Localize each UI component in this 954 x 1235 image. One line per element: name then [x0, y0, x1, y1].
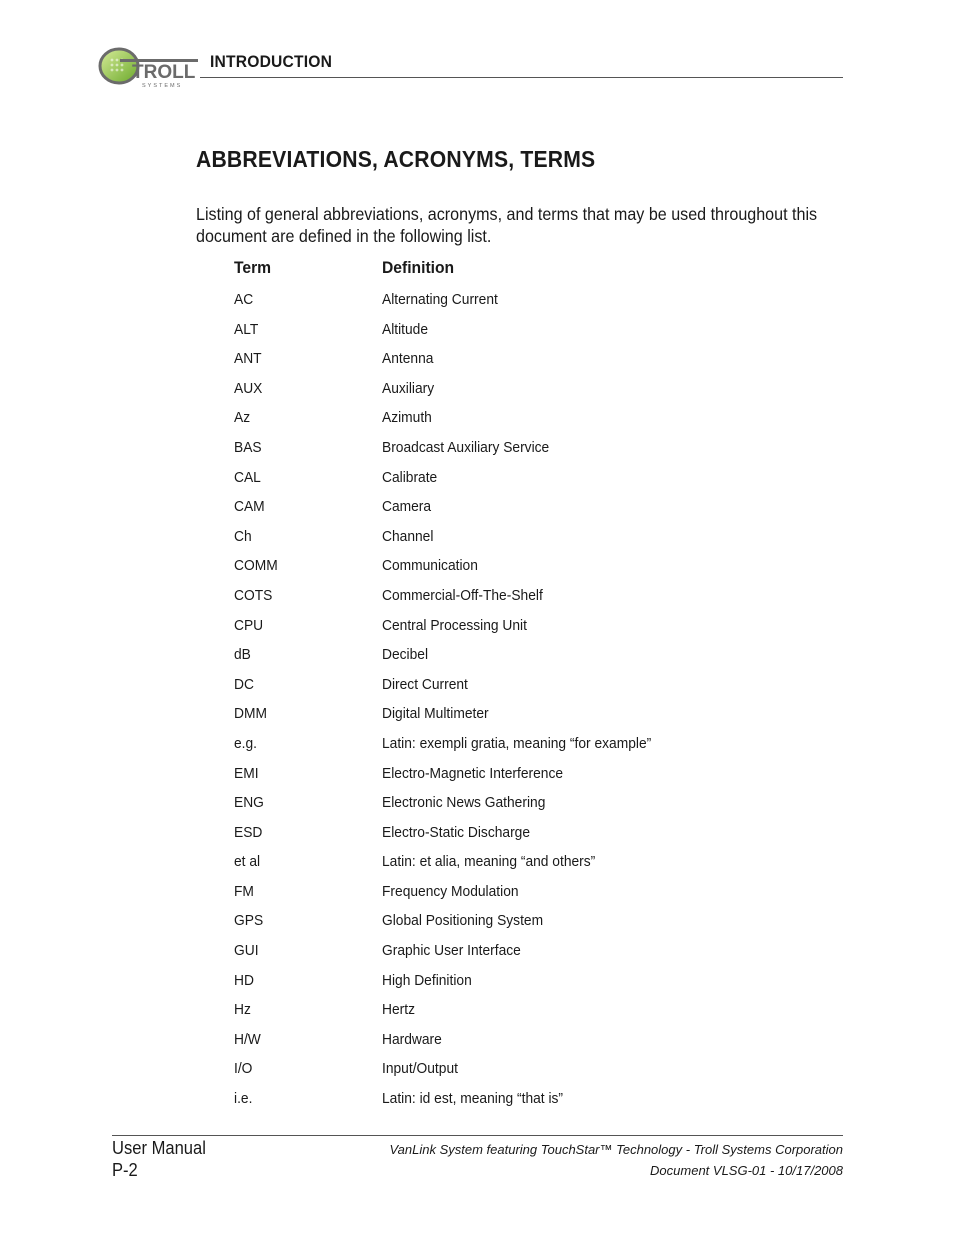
- table-row: [234, 1060, 834, 1090]
- term-cell: BAS: [234, 438, 262, 456]
- term-cell: ENG: [234, 794, 264, 812]
- term-cell: i.e.: [234, 1090, 253, 1108]
- definition-cell: Communication: [382, 557, 478, 575]
- section-title: INTRODUCTION: [210, 52, 333, 71]
- term-cell: HD: [234, 971, 254, 989]
- table-row: [234, 912, 834, 942]
- footer-document-id: Document VLSG-01 - 10/17/2008: [650, 1163, 843, 1178]
- term-cell: CAL: [234, 468, 261, 486]
- term-cell: Az: [234, 409, 251, 427]
- definition-cell: Digital Multimeter: [382, 705, 489, 723]
- term-cell: DMM: [234, 705, 267, 723]
- footer-divider: [112, 1135, 843, 1136]
- definition-cell: Hardware: [382, 1030, 442, 1048]
- definition-cell: Decibel: [382, 646, 429, 664]
- definition-cell: Electro-Static Discharge: [382, 823, 531, 841]
- table-row: [234, 765, 834, 795]
- definition-cell: Electro-Magnetic Interference: [382, 764, 564, 782]
- definition-cell: Electronic News Gathering: [382, 794, 546, 812]
- table-row: [234, 350, 834, 380]
- term-cell: dB: [234, 646, 251, 664]
- troll-systems-logo: [98, 44, 202, 90]
- table-row: [234, 883, 834, 913]
- definition-cell: Direct Current: [382, 675, 468, 693]
- term-cell: AUX: [234, 379, 263, 397]
- term-cell: CAM: [234, 498, 265, 516]
- term-cell: GPS: [234, 912, 264, 930]
- table-row: [234, 557, 834, 587]
- table-row: [234, 942, 834, 972]
- table-row: [234, 676, 834, 706]
- definition-cell: Azimuth: [382, 409, 432, 427]
- term-cell: ESD: [234, 823, 263, 841]
- term-cell: Ch: [234, 527, 252, 545]
- term-cell: GUI: [234, 942, 259, 960]
- table-row: [234, 439, 834, 469]
- term-cell: EMI: [234, 764, 259, 782]
- table-row: [234, 1001, 834, 1031]
- definition-cell: Latin: exempli gratia, meaning “for example”: [382, 734, 652, 752]
- table-row: [234, 646, 834, 676]
- term-cell: ANT: [234, 350, 262, 368]
- definition-cell: Central Processing Unit: [382, 616, 527, 634]
- table-row: [234, 824, 834, 854]
- definition-cell: Latin: id est, meaning “that is”: [382, 1090, 564, 1108]
- footer-manual-label: User Manual: [112, 1138, 206, 1158]
- table-row: [234, 498, 834, 528]
- definition-cell: Calibrate: [382, 468, 438, 486]
- definition-cell: Frequency Modulation: [382, 882, 519, 900]
- term-cell: I/O: [234, 1060, 253, 1078]
- definition-cell: Alternating Current: [382, 291, 498, 308]
- table-row: [234, 735, 834, 765]
- term-cell: Hz: [234, 1001, 251, 1019]
- table-row: [234, 380, 834, 410]
- definition-column-header: Definition: [382, 258, 455, 277]
- term-cell: e.g.: [234, 734, 258, 752]
- table-row: [234, 1090, 834, 1120]
- table-row: [234, 853, 834, 883]
- definition-cell: Input/Output: [382, 1060, 458, 1078]
- table-row: [234, 321, 834, 351]
- definition-cell: Channel: [382, 527, 434, 545]
- page-header: [98, 40, 843, 89]
- definition-cell: Global Positioning System: [382, 912, 544, 930]
- table-row: [234, 617, 834, 647]
- term-cell: H/W: [234, 1030, 261, 1048]
- table-row: [234, 587, 834, 617]
- definition-cell: Latin: et alia, meaning “and others”: [382, 853, 596, 871]
- term-cell: COMM: [234, 557, 278, 575]
- table-row: [234, 528, 834, 558]
- definition-cell: Hertz: [382, 1001, 415, 1019]
- table-row: [234, 409, 834, 439]
- table-row: [234, 1031, 834, 1061]
- definition-cell: High Definition: [382, 971, 472, 989]
- term-cell: et al: [234, 853, 261, 871]
- table-row: [234, 794, 834, 824]
- definition-cell: Broadcast Auxiliary Service: [382, 438, 550, 456]
- definition-cell: Commercial-Off-The-Shelf: [382, 586, 543, 604]
- intro-paragraph: Listing of general abbreviations, acronyms, and terms that may be used throughout this document are defined in the following list.: [196, 204, 818, 246]
- term-cell: DC: [234, 675, 254, 693]
- table-row: [234, 469, 834, 499]
- definition-cell: Auxiliary: [382, 379, 435, 397]
- term-cell: COTS: [234, 586, 273, 604]
- table-row: [234, 972, 834, 1002]
- page-title: ABBREVIATIONS, ACRONYMS, TERMS: [196, 146, 596, 172]
- term-cell: ALT: [234, 320, 259, 338]
- page-number: P-2: [112, 1160, 138, 1180]
- definition-cell: Camera: [382, 498, 432, 516]
- header-divider: [200, 77, 843, 78]
- table-row: [234, 705, 834, 735]
- term-cell: FM: [234, 882, 254, 900]
- table-row: [234, 291, 834, 321]
- logo-subtext: SYSTEMS: [142, 83, 183, 89]
- logo-wordmark: TROLL: [132, 62, 196, 83]
- definition-cell: Antenna: [382, 350, 434, 368]
- footer-system-title: VanLink System featuring TouchStar™ Technology - Troll Systems Corporation: [389, 1142, 843, 1157]
- term-column-header: Term: [234, 258, 272, 277]
- definition-cell: Altitude: [382, 320, 429, 338]
- terms-list: [234, 291, 834, 1120]
- term-cell: CPU: [234, 616, 264, 634]
- definition-cell: Graphic User Interface: [382, 942, 521, 960]
- term-cell: AC: [234, 291, 254, 308]
